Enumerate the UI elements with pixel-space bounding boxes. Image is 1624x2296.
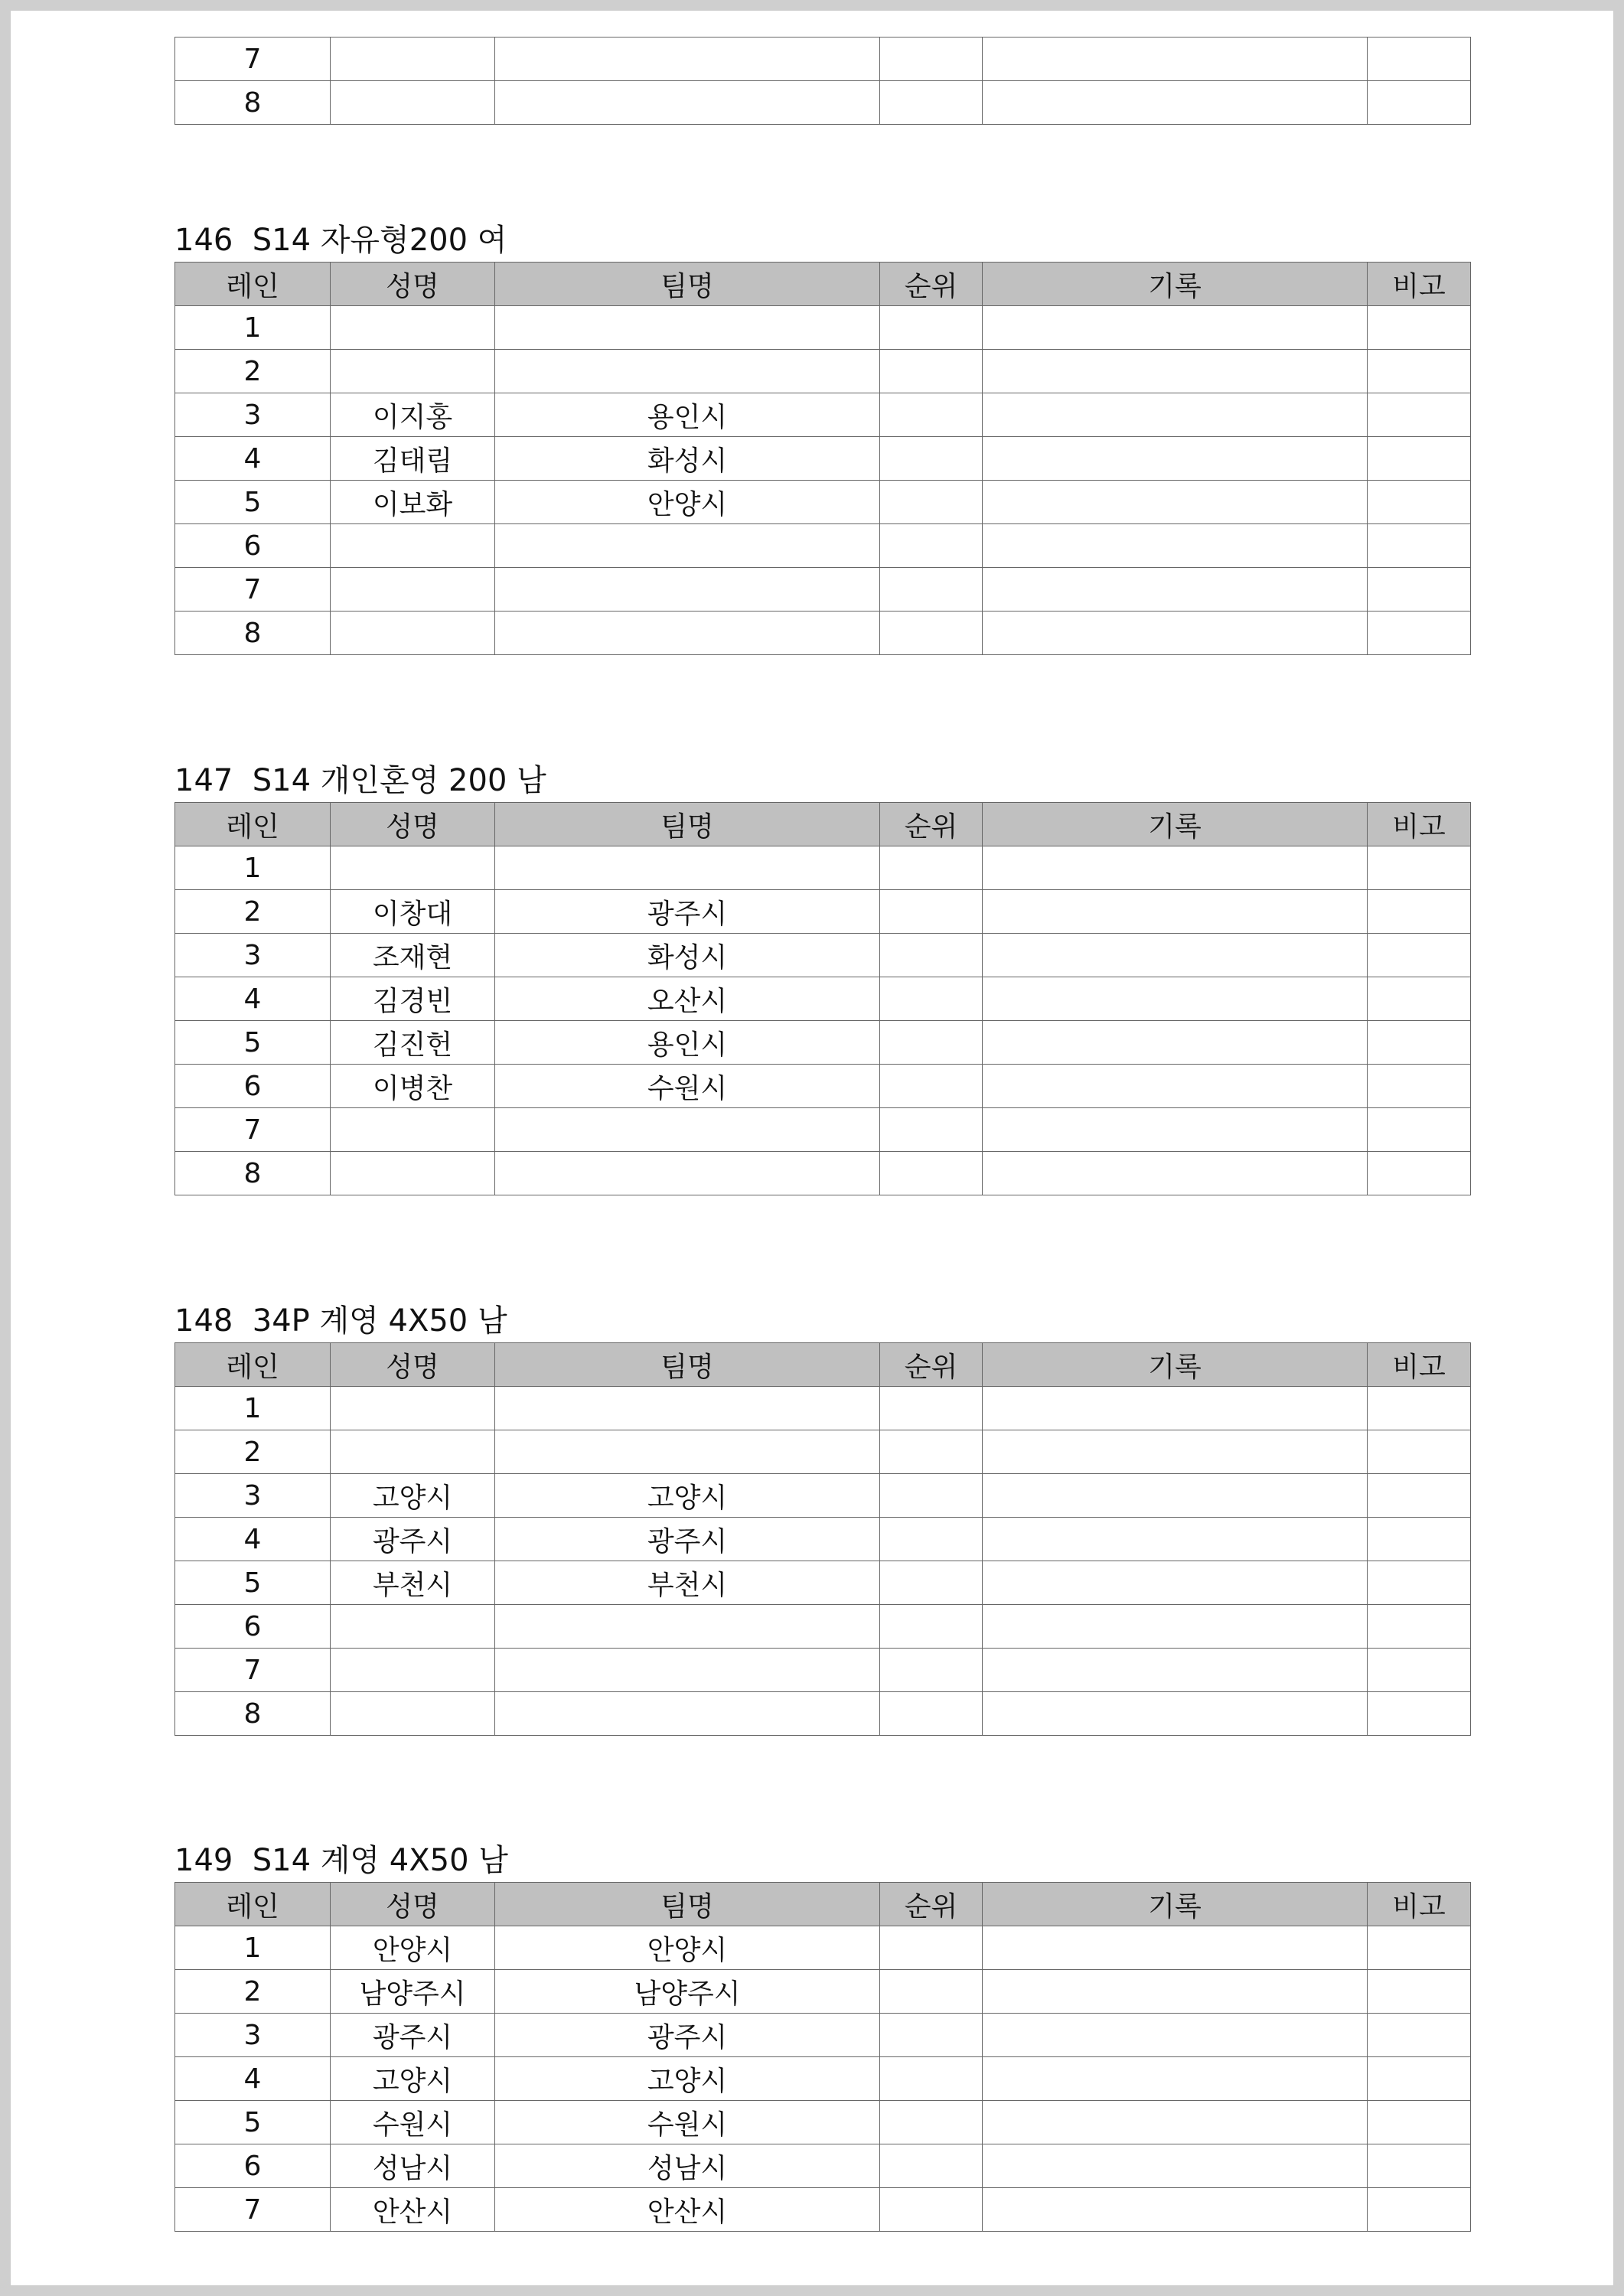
name-cell: 김진헌 (331, 1021, 495, 1065)
team-cell: 부천시 (495, 1561, 880, 1605)
lane-cell: 1 (175, 1387, 331, 1430)
record-cell (983, 2188, 1368, 2232)
name-cell: 안양시 (331, 1926, 495, 1970)
document-page (11, 11, 1613, 2285)
header-note: 비고 (1368, 803, 1471, 846)
table-row (175, 1152, 1471, 1195)
note-cell (1368, 306, 1471, 350)
name-cell: 김경빈 (331, 977, 495, 1021)
rank-cell (880, 1152, 983, 1195)
table-row (175, 481, 1471, 524)
name-cell: 조재현 (331, 934, 495, 977)
lane-cell: 2 (175, 350, 331, 393)
name-cell: 고양시 (331, 2057, 495, 2101)
note-cell (1368, 1692, 1471, 1736)
team-cell: 용인시 (495, 393, 880, 437)
name-cell (331, 350, 495, 393)
header-rank: 순위 (880, 803, 983, 846)
lane-cell: 3 (175, 934, 331, 977)
lane-cell: 1 (175, 1926, 331, 1970)
header-team: 팀명 (495, 1883, 880, 1926)
note-cell (1368, 2188, 1471, 2232)
record-cell (983, 1430, 1368, 1474)
rank-cell (880, 934, 983, 977)
rank-cell (880, 2188, 983, 2232)
table-row (175, 437, 1471, 481)
table-row (175, 1021, 1471, 1065)
lane-cell: 8 (175, 1152, 331, 1195)
note-cell (1368, 977, 1471, 1021)
table-row (175, 1692, 1471, 1736)
table-row (175, 846, 1471, 890)
lane-cell: 8 (175, 1692, 331, 1736)
rank-cell (880, 306, 983, 350)
name-cell (331, 846, 495, 890)
table-row (175, 1561, 1471, 1605)
record-cell (983, 81, 1368, 125)
lane-cell: 2 (175, 890, 331, 934)
name-cell (331, 1430, 495, 1474)
table-row (175, 1474, 1471, 1518)
header-row (175, 803, 1471, 846)
rank-cell (880, 1518, 983, 1561)
record-cell (983, 1108, 1368, 1152)
table-row (175, 890, 1471, 934)
header-lane: 레인 (175, 1883, 331, 1926)
table-row (175, 2101, 1471, 2144)
team-cell: 오산시 (495, 977, 880, 1021)
rank-cell (880, 1108, 983, 1152)
note-cell (1368, 350, 1471, 393)
header-team: 팀명 (495, 803, 880, 846)
header-name: 성명 (331, 803, 495, 846)
team-cell: 용인시 (495, 1021, 880, 1065)
name-cell (331, 1605, 495, 1649)
table-row (175, 1518, 1471, 1561)
rank-cell (880, 437, 983, 481)
lane-cell: 6 (175, 1605, 331, 1649)
record-cell (983, 2014, 1368, 2057)
name-cell: 이창대 (331, 890, 495, 934)
name-cell (331, 568, 495, 612)
team-cell (495, 350, 880, 393)
lane-cell: 8 (175, 81, 331, 125)
table-row (175, 306, 1471, 350)
team-cell (495, 1430, 880, 1474)
lane-cell: 6 (175, 2144, 331, 2188)
event-title: 147 S14 개인혼영 200 남 (174, 763, 546, 798)
team-cell (495, 1692, 880, 1736)
record-cell (983, 1926, 1368, 1970)
table-row (175, 1970, 1471, 2014)
header-lane: 레인 (175, 1343, 331, 1387)
team-cell (495, 612, 880, 655)
header-team: 팀명 (495, 263, 880, 306)
record-cell (983, 1474, 1368, 1518)
rank-cell (880, 612, 983, 655)
lane-cell: 6 (175, 524, 331, 568)
header-name: 성명 (331, 263, 495, 306)
heat-table (174, 1882, 1471, 2232)
record-cell (983, 1152, 1368, 1195)
rank-cell (880, 1692, 983, 1736)
lane-cell: 6 (175, 1065, 331, 1108)
header-row (175, 263, 1471, 306)
rank-cell (880, 1649, 983, 1692)
lane-cell: 1 (175, 306, 331, 350)
event-title: 148 34P 계영 4X50 남 (174, 1303, 507, 1339)
table-row (175, 2188, 1471, 2232)
header-row (175, 1883, 1471, 1926)
note-cell (1368, 1649, 1471, 1692)
rank-cell (880, 890, 983, 934)
note-cell (1368, 81, 1471, 125)
table-row (175, 1649, 1471, 1692)
name-cell: 성남시 (331, 2144, 495, 2188)
header-lane: 레인 (175, 803, 331, 846)
heat-table (174, 262, 1471, 655)
table-row (175, 568, 1471, 612)
lane-cell: 5 (175, 481, 331, 524)
header-record: 기록 (983, 1343, 1368, 1387)
note-cell (1368, 38, 1471, 81)
team-cell (495, 38, 880, 81)
note-cell (1368, 393, 1471, 437)
rank-cell (880, 1561, 983, 1605)
record-cell (983, 568, 1368, 612)
team-cell (495, 568, 880, 612)
table-row (175, 1430, 1471, 1474)
lane-cell: 4 (175, 977, 331, 1021)
rank-cell (880, 2144, 983, 2188)
name-cell (331, 612, 495, 655)
header-lane: 레인 (175, 263, 331, 306)
team-cell (495, 524, 880, 568)
team-cell (495, 81, 880, 125)
record-cell (983, 612, 1368, 655)
rank-cell (880, 38, 983, 81)
note-cell (1368, 2144, 1471, 2188)
name-cell: 남양주시 (331, 1970, 495, 2014)
team-cell: 고양시 (495, 2057, 880, 2101)
name-cell (331, 524, 495, 568)
lane-cell: 3 (175, 393, 331, 437)
rank-cell (880, 1430, 983, 1474)
name-cell (331, 38, 495, 81)
table-row (175, 2144, 1471, 2188)
name-cell (331, 1108, 495, 1152)
lane-cell: 7 (175, 568, 331, 612)
record-cell (983, 38, 1368, 81)
record-cell (983, 890, 1368, 934)
header-record: 기록 (983, 1883, 1368, 1926)
header-note: 비고 (1368, 1343, 1471, 1387)
team-cell: 안산시 (495, 2188, 880, 2232)
team-cell: 광주시 (495, 1518, 880, 1561)
team-cell (495, 306, 880, 350)
rank-cell (880, 1926, 983, 1970)
team-cell: 고양시 (495, 1474, 880, 1518)
note-cell (1368, 1108, 1471, 1152)
team-cell: 남양주시 (495, 1970, 880, 2014)
table-row (175, 934, 1471, 977)
rank-cell (880, 2014, 983, 2057)
note-cell (1368, 1970, 1471, 2014)
lane-cell: 1 (175, 846, 331, 890)
lane-cell: 2 (175, 1430, 331, 1474)
name-cell (331, 1387, 495, 1430)
table-row (175, 1108, 1471, 1152)
record-cell (983, 437, 1368, 481)
note-cell (1368, 2101, 1471, 2144)
table-row (175, 81, 1471, 125)
note-cell (1368, 1518, 1471, 1561)
record-cell (983, 306, 1368, 350)
rank-cell (880, 393, 983, 437)
team-cell (495, 1387, 880, 1430)
rank-cell (880, 2101, 983, 2144)
note-cell (1368, 437, 1471, 481)
event-title: 149 S14 계영 4X50 남 (174, 1843, 508, 1878)
note-cell (1368, 1474, 1471, 1518)
record-cell (983, 1649, 1368, 1692)
table-row (175, 524, 1471, 568)
rank-cell (880, 350, 983, 393)
rank-cell (880, 481, 983, 524)
record-cell (983, 1065, 1368, 1108)
lane-cell: 7 (175, 1649, 331, 1692)
record-cell (983, 1605, 1368, 1649)
name-cell: 고양시 (331, 1474, 495, 1518)
lane-cell: 3 (175, 2014, 331, 2057)
team-cell: 화성시 (495, 934, 880, 977)
team-cell: 광주시 (495, 890, 880, 934)
note-cell (1368, 524, 1471, 568)
note-cell (1368, 846, 1471, 890)
rank-cell (880, 2057, 983, 2101)
note-cell (1368, 890, 1471, 934)
lane-cell: 2 (175, 1970, 331, 2014)
lane-cell: 4 (175, 2057, 331, 2101)
header-record: 기록 (983, 803, 1368, 846)
note-cell (1368, 612, 1471, 655)
team-cell (495, 1605, 880, 1649)
lane-cell: 5 (175, 1021, 331, 1065)
header-record: 기록 (983, 263, 1368, 306)
rank-cell (880, 1970, 983, 2014)
rank-cell (880, 568, 983, 612)
heat-table (174, 1342, 1471, 1736)
rank-cell (880, 1387, 983, 1430)
team-cell: 수원시 (495, 2101, 880, 2144)
note-cell (1368, 1561, 1471, 1605)
record-cell (983, 1518, 1368, 1561)
note-cell (1368, 1430, 1471, 1474)
table-row (175, 612, 1471, 655)
header-row (175, 1343, 1471, 1387)
name-cell (331, 1152, 495, 1195)
header-rank: 순위 (880, 1883, 983, 1926)
header-rank: 순위 (880, 263, 983, 306)
record-cell (983, 1970, 1368, 2014)
team-cell (495, 1649, 880, 1692)
rank-cell (880, 1605, 983, 1649)
rank-cell (880, 524, 983, 568)
record-cell (983, 2057, 1368, 2101)
table-row (175, 1387, 1471, 1430)
note-cell (1368, 2014, 1471, 2057)
record-cell (983, 1387, 1368, 1430)
name-cell: 이보화 (331, 481, 495, 524)
record-cell (983, 934, 1368, 977)
carryover-table (174, 37, 1471, 125)
table-row (175, 1605, 1471, 1649)
rank-cell (880, 1021, 983, 1065)
team-cell: 성남시 (495, 2144, 880, 2188)
record-cell (983, 481, 1368, 524)
table-row (175, 1926, 1471, 1970)
team-cell: 화성시 (495, 437, 880, 481)
name-cell: 안산시 (331, 2188, 495, 2232)
team-cell (495, 1152, 880, 1195)
record-cell (983, 393, 1368, 437)
table-row (175, 38, 1471, 81)
name-cell (331, 306, 495, 350)
name-cell: 부천시 (331, 1561, 495, 1605)
name-cell: 김태림 (331, 437, 495, 481)
team-cell (495, 846, 880, 890)
note-cell (1368, 1926, 1471, 1970)
note-cell (1368, 1021, 1471, 1065)
header-name: 성명 (331, 1883, 495, 1926)
note-cell (1368, 934, 1471, 977)
event-title: 146 S14 자유형200 여 (174, 223, 507, 258)
rank-cell (880, 1065, 983, 1108)
team-cell: 수원시 (495, 1065, 880, 1108)
lane-cell: 7 (175, 38, 331, 81)
lane-cell: 8 (175, 612, 331, 655)
table-row (175, 2057, 1471, 2101)
record-cell (983, 524, 1368, 568)
name-cell: 이병찬 (331, 1065, 495, 1108)
name-cell (331, 81, 495, 125)
name-cell (331, 1692, 495, 1736)
name-cell: 광주시 (331, 1518, 495, 1561)
rank-cell (880, 1474, 983, 1518)
header-team: 팀명 (495, 1343, 880, 1387)
rank-cell (880, 846, 983, 890)
header-name: 성명 (331, 1343, 495, 1387)
note-cell (1368, 1387, 1471, 1430)
lane-cell: 7 (175, 2188, 331, 2232)
table-row (175, 350, 1471, 393)
record-cell (983, 2101, 1368, 2144)
team-cell (495, 1108, 880, 1152)
name-cell: 수원시 (331, 2101, 495, 2144)
note-cell (1368, 568, 1471, 612)
name-cell (331, 1649, 495, 1692)
rank-cell (880, 977, 983, 1021)
team-cell: 안양시 (495, 481, 880, 524)
note-cell (1368, 1152, 1471, 1195)
table-row (175, 2014, 1471, 2057)
note-cell (1368, 2057, 1471, 2101)
rank-cell (880, 81, 983, 125)
name-cell: 이지홍 (331, 393, 495, 437)
header-note: 비고 (1368, 1883, 1471, 1926)
lane-cell: 5 (175, 1561, 331, 1605)
note-cell (1368, 1065, 1471, 1108)
team-cell: 안양시 (495, 1926, 880, 1970)
lane-cell: 5 (175, 2101, 331, 2144)
name-cell: 광주시 (331, 2014, 495, 2057)
record-cell (983, 977, 1368, 1021)
record-cell (983, 1021, 1368, 1065)
heat-table (174, 802, 1471, 1195)
note-cell (1368, 481, 1471, 524)
header-rank: 순위 (880, 1343, 983, 1387)
team-cell: 광주시 (495, 2014, 880, 2057)
note-cell (1368, 1605, 1471, 1649)
lane-cell: 3 (175, 1474, 331, 1518)
header-note: 비고 (1368, 263, 1471, 306)
record-cell (983, 1561, 1368, 1605)
record-cell (983, 2144, 1368, 2188)
table-row (175, 393, 1471, 437)
table-row (175, 977, 1471, 1021)
lane-cell: 4 (175, 1518, 331, 1561)
lane-cell: 7 (175, 1108, 331, 1152)
record-cell (983, 1692, 1368, 1736)
lane-cell: 4 (175, 437, 331, 481)
table-row (175, 1065, 1471, 1108)
record-cell (983, 350, 1368, 393)
record-cell (983, 846, 1368, 890)
